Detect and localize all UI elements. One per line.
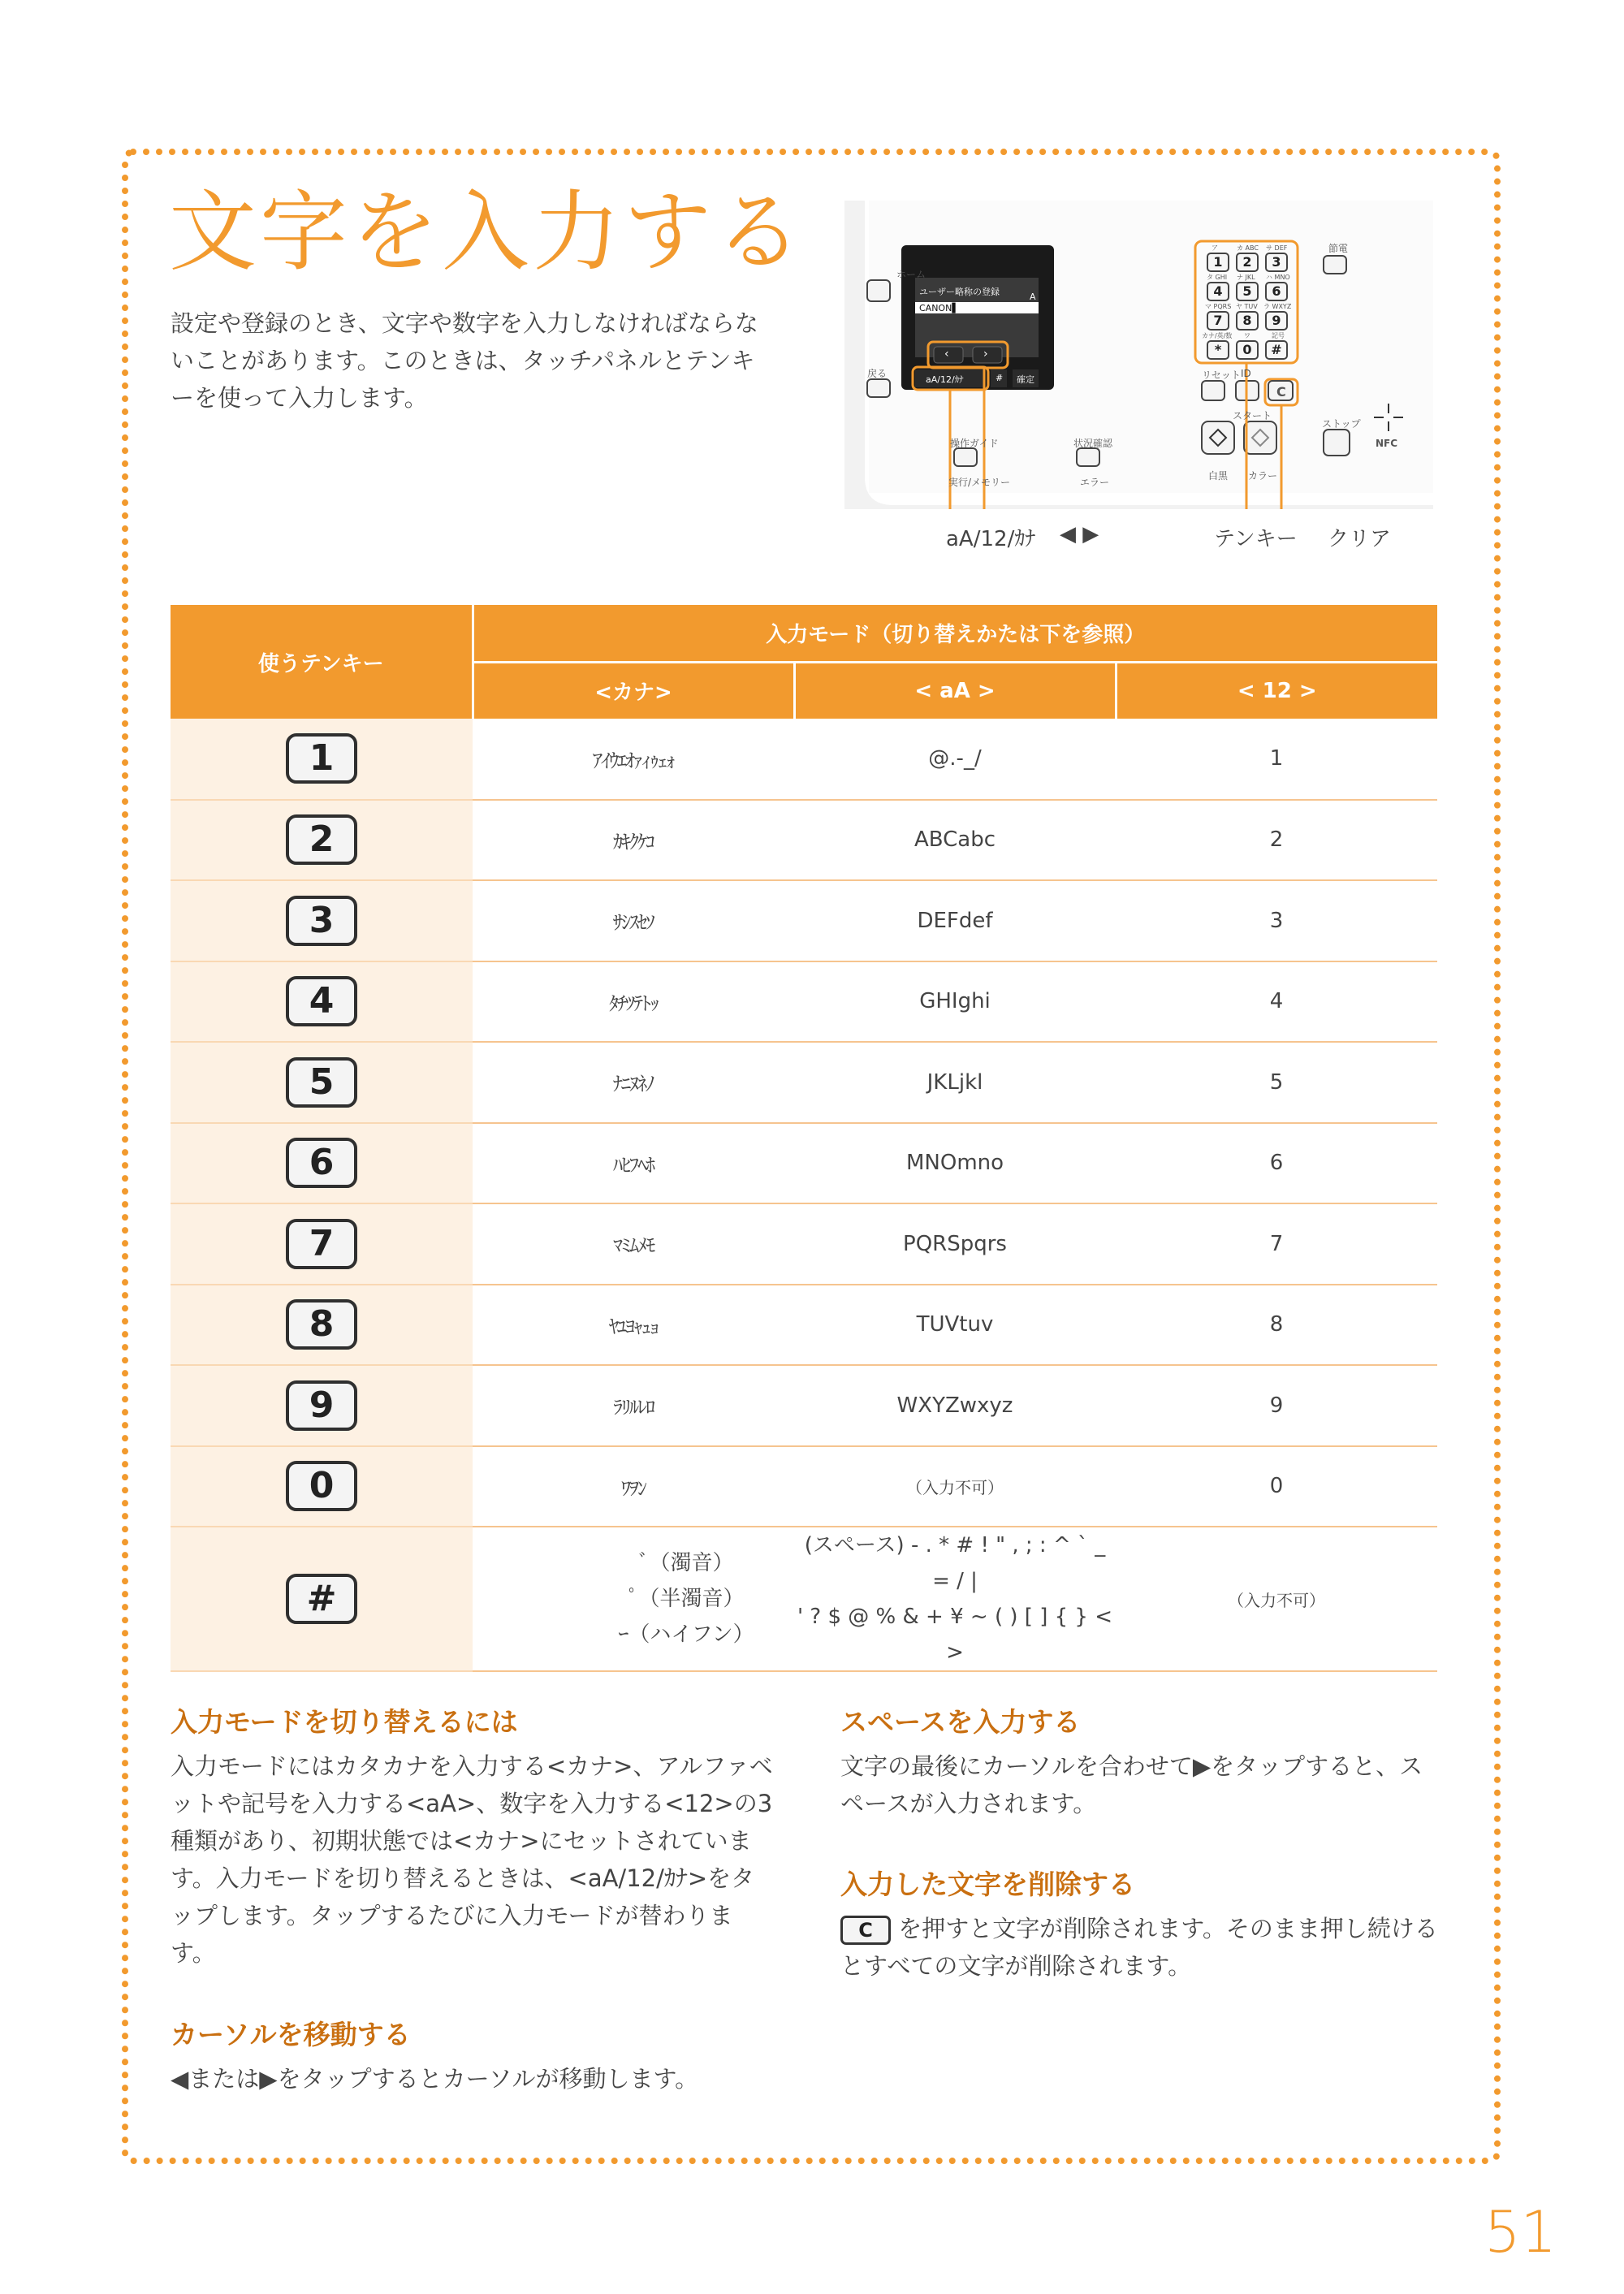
kana-dakuten: ﾞ（濁音）: [638, 1551, 734, 1575]
page-title: 文字を入力する: [169, 182, 806, 283]
kana-cell: ﾜｦﾝ: [473, 1446, 794, 1527]
id-label: ID: [1241, 368, 1251, 379]
table-row: [171, 961, 1437, 1043]
cursor-body: ◀または▶をタップするとカーソルが移動します。: [171, 2065, 699, 2093]
key-0-icon: 0: [286, 1461, 357, 1511]
key-8-icon: 8: [286, 1299, 357, 1350]
table-row: [171, 1203, 1437, 1285]
table-row: [171, 1123, 1437, 1204]
number-cell: 7: [1116, 1203, 1437, 1285]
control-panel-illustration: [844, 201, 1433, 509]
number-cell: 8: [1116, 1285, 1437, 1366]
screen-title: ユーザー略称の登録: [919, 287, 1000, 297]
number-cell: 6: [1116, 1123, 1437, 1204]
number-cell: 0: [1116, 1446, 1437, 1527]
kana-cell: ｻｼｽｾｿ: [473, 880, 794, 961]
kana-cell: ﾔﾕﾖｬｭｮ: [473, 1285, 794, 1366]
cursor-title: カーソルを移動する: [171, 2019, 411, 2050]
key-hash-icon: #: [286, 1574, 357, 1624]
kana-cell: ﾗﾘﾙﾚﾛ: [473, 1365, 794, 1446]
keypad-sub-2: カ ABC: [1237, 244, 1259, 252]
back-label: 戻る: [867, 368, 888, 379]
alpha-cell: ABCabc: [794, 800, 1116, 881]
alpha-cell: WXYZwxyz: [794, 1365, 1116, 1446]
screen-ok-button[interactable]: 確定: [1017, 374, 1034, 385]
key-3-icon: 3: [286, 896, 357, 946]
panel-key-3[interactable]: 3: [1265, 253, 1288, 272]
delete-body: [840, 1910, 1445, 1985]
number-cell: （入力不可）: [1116, 1527, 1437, 1671]
kana-cell: ﾀﾁﾂﾃﾄｯ: [473, 961, 794, 1043]
key-4-icon: 4: [286, 976, 357, 1026]
screen-value: CANON▌: [919, 303, 959, 313]
callout-tenkey: テンキー: [1214, 527, 1298, 551]
panel-key-1[interactable]: 1: [1207, 253, 1229, 272]
symbols-line-2: ' ? $ @ % & + ¥ ~ ( ) [ ] { } < >: [797, 1605, 1112, 1665]
switch-mode-body: 入力モードにはカタカナを入力する<カナ>、アルファベットや記号を入力する<aA>、数字を入力する<12>の3種類があり、初期状態では<カナ>にセットされています。入力モードを切り替えるときは、<aA/12/ｶﾅ>をタップします。タップするたびに入力モードが替わります。: [171, 1752, 773, 1967]
number-cell: 3: [1116, 880, 1437, 961]
alpha-cell: （入力不可）: [794, 1446, 1116, 1527]
bw-label: 白黒: [1208, 470, 1229, 482]
alpha-cell: MNOmno: [794, 1123, 1116, 1204]
energy-label: 節電: [1328, 243, 1349, 254]
home-label: ホーム: [896, 269, 926, 280]
panel-key-5[interactable]: 5: [1236, 282, 1259, 301]
table-row-hash: [171, 1527, 1437, 1671]
kana-cell: ﾏﾐﾑﾒﾓ: [473, 1203, 794, 1285]
intro-text: 設定や登録のとき、文字や数字を入力しなければならないことがあります。このときは、タッチパネルとテンキーを使って入力します。: [171, 309, 758, 412]
clear-key-icon: C: [840, 1916, 891, 1945]
panel-key-7[interactable]: 7: [1207, 311, 1229, 330]
delete-title: 入力した文字を削除する: [840, 1868, 1135, 1900]
callout-clear: クリア: [1328, 527, 1392, 551]
header-mode: 入力モード（切り替えかたは下を参照）: [473, 605, 1437, 662]
key-9-icon: 9: [286, 1380, 357, 1431]
switch-mode-title: 入力モードを切り替えるには: [171, 1706, 518, 1738]
panel-key-9[interactable]: 9: [1265, 311, 1288, 330]
key-2-icon: 2: [286, 814, 357, 865]
kana-cell: ﾊﾋﾌﾍﾎ: [473, 1123, 794, 1204]
key-mapping-table: [171, 605, 1437, 1672]
callout-arrows: ◀ ▶: [1060, 522, 1099, 546]
keypad-sub-hash: 記号: [1272, 332, 1285, 339]
keypad-sub-7: マ PQRS: [1205, 303, 1232, 310]
header-number: < 12 >: [1116, 662, 1437, 719]
kana-handakuten: ﾟ（半濁音）: [628, 1587, 745, 1611]
number-cell: 4: [1116, 961, 1437, 1043]
screen-right-arrow-icon[interactable]: ›: [983, 348, 988, 361]
kana-cell: ｶｷｸｹｺ: [473, 800, 794, 881]
space-body: 文字の最後にカーソルを合わせて▶をタップすると、スペースが入力されます。: [840, 1752, 1423, 1817]
kana-cell: ｱｲｳｴｵｧｨｩｪｫ: [473, 719, 794, 800]
table-row: [171, 1042, 1437, 1123]
table-row: [171, 1365, 1437, 1446]
key-5-icon: 5: [286, 1057, 357, 1108]
table-row: [171, 800, 1437, 881]
status-label: 状況確認: [1073, 438, 1113, 449]
alpha-cell: JKLjkl: [794, 1042, 1116, 1123]
memory-label: 実行/メモリー: [948, 477, 1011, 488]
color-label: カラー: [1248, 470, 1278, 482]
kana-hyphen: ｰ（ハイフン）: [618, 1622, 754, 1647]
panel-key-2[interactable]: 2: [1236, 253, 1259, 272]
panel-key-8[interactable]: 8: [1236, 311, 1259, 330]
keypad-sub-4: タ GHI: [1207, 274, 1228, 281]
table-row: [171, 880, 1437, 961]
alpha-cell: @.-_/: [794, 719, 1116, 800]
reset-label: リセット: [1202, 369, 1241, 381]
key-6-icon: 6: [286, 1138, 357, 1188]
key-1-icon: 1: [286, 733, 357, 784]
key-7-icon: 7: [286, 1219, 357, 1269]
keypad-sub-star: カナ/英/数: [1202, 332, 1233, 339]
keypad-sub-6: ハ MNO: [1266, 274, 1290, 281]
screen-mode-button[interactable]: aA/12/ｶﾅ: [926, 374, 964, 385]
screen-mode: A: [1030, 292, 1036, 302]
number-cell: 5: [1116, 1042, 1437, 1123]
space-title: スペースを入力する: [840, 1706, 1081, 1738]
page-number: 51: [1484, 2199, 1557, 2266]
keypad-sub-1: ア: [1212, 244, 1218, 252]
panel-key-hash[interactable]: #: [1265, 340, 1288, 360]
clear-key-label[interactable]: C: [1276, 384, 1286, 400]
delete-body-text: を押すと文字が削除されます。そのまま押し続けるとすべての文字が削除されます。: [840, 1915, 1438, 1980]
header-alpha: < aA >: [794, 662, 1116, 719]
keypad-sub-8: ヤ TUV: [1236, 303, 1258, 310]
screen-left-arrow-icon[interactable]: ‹: [944, 348, 949, 361]
symbols-line-1: (スペース) - . * # ! " , ; : ^ ` _ = / |: [804, 1533, 1106, 1593]
stop-label: ストップ: [1322, 418, 1361, 430]
start-label: スタート: [1233, 410, 1272, 421]
alpha-cell: GHIghi: [794, 961, 1116, 1043]
number-cell: 2: [1116, 800, 1437, 881]
panel-key-4[interactable]: 4: [1207, 282, 1229, 301]
panel-key-6[interactable]: 6: [1265, 282, 1288, 301]
keypad-sub-3: サ DEF: [1266, 244, 1288, 252]
number-cell: 9: [1116, 1365, 1437, 1446]
table-row: [171, 1446, 1437, 1527]
error-label: エラー: [1080, 477, 1110, 488]
panel-key-0[interactable]: 0: [1236, 340, 1259, 360]
alpha-cell: TUVtuv: [794, 1285, 1116, 1366]
panel-key-star[interactable]: *: [1207, 340, 1229, 360]
callout-mode: aA/12/ｶﾅ: [946, 527, 1036, 551]
keypad-sub-0: ワ: [1244, 332, 1250, 339]
table-row: [171, 1285, 1437, 1366]
number-cell: 1: [1116, 719, 1437, 800]
alpha-cell: DEFdef: [794, 880, 1116, 961]
keypad-sub-9: ラ WXYZ: [1263, 303, 1292, 310]
table-row: [171, 719, 1437, 800]
screen-hash-button[interactable]: #: [996, 373, 1004, 383]
header-kana: <カナ>: [473, 662, 794, 719]
guide-label: 操作ガイド: [950, 438, 999, 449]
kana-cell: ﾅﾆﾇﾈﾉ: [473, 1042, 794, 1123]
keypad-sub-5: ナ JKL: [1237, 274, 1255, 281]
alpha-cell: PQRSpqrs: [794, 1203, 1116, 1285]
nfc-label: NFC: [1376, 438, 1398, 449]
header-key: 使うテンキー: [171, 605, 473, 719]
